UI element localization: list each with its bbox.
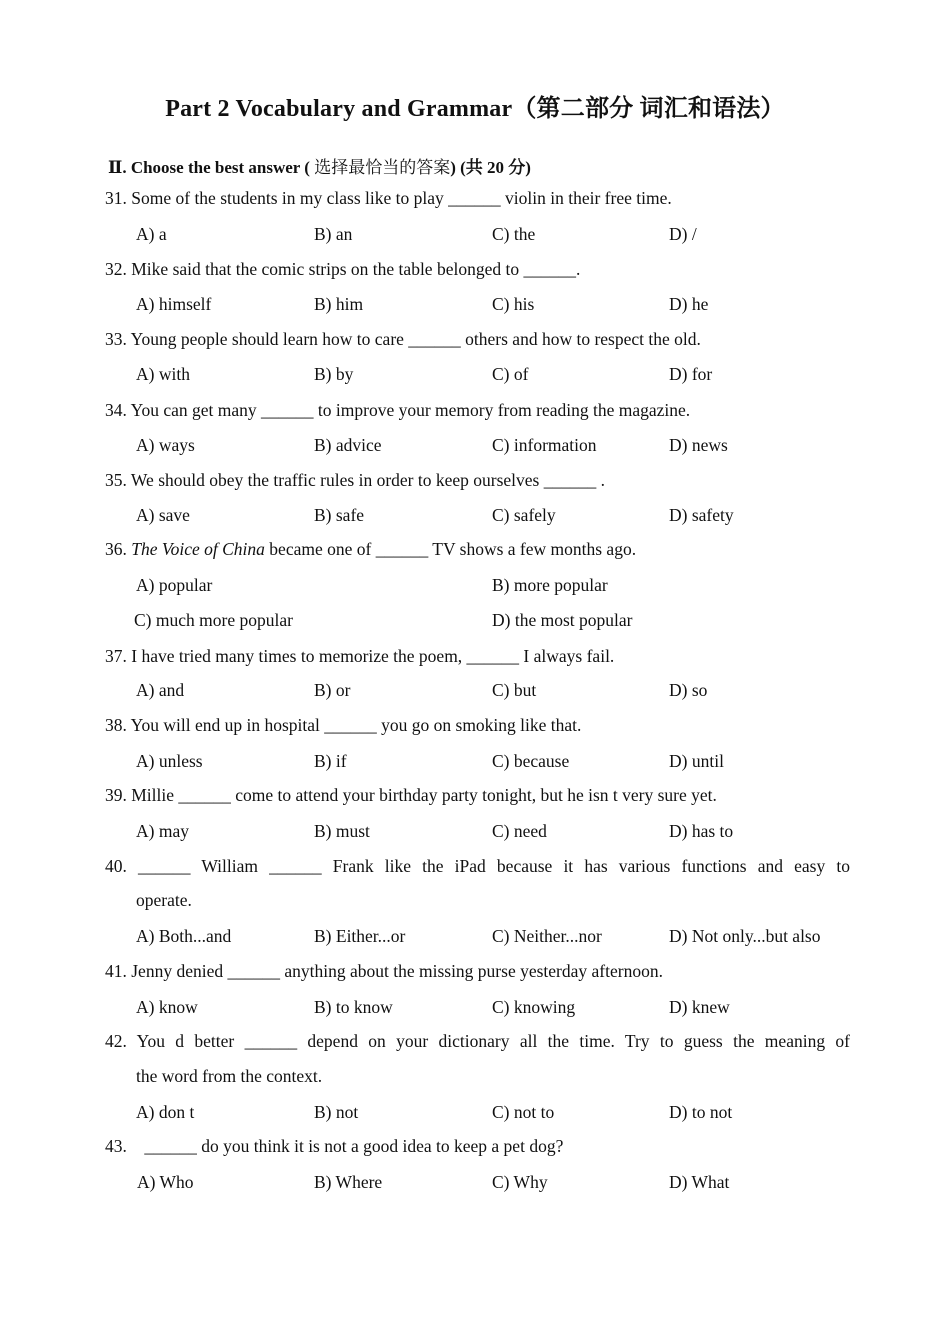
question-40 <box>105 849 850 884</box>
option-d[interactable]: D) safety <box>669 505 734 525</box>
question-text: Millie ______ come to attend your birthday party tonight, but he isn t very sure yet. <box>126 785 717 805</box>
section-heading <box>108 153 531 178</box>
option-c[interactable]: C) information <box>492 435 597 455</box>
option-a[interactable]: A) ways <box>136 435 195 455</box>
section-label: Choose the best answer ( <box>126 158 310 177</box>
question-number: 40. <box>105 856 127 876</box>
option-d[interactable]: D) What <box>669 1172 730 1192</box>
question-text: Jenny denied ______ anything about the missing purse yesterday afternoon. <box>126 961 663 981</box>
section-points: (共 20 分) <box>460 158 531 177</box>
option-a[interactable]: A) may <box>136 821 189 841</box>
show-title: The Voice of China <box>131 539 265 559</box>
question-text: Some of the students in my class like to play ______ violin in their free time. <box>126 188 672 208</box>
question-number: 31. <box>105 188 127 208</box>
question-text: ______ William ______ Frank like the iPad because it has various functions and easy to <box>126 856 850 876</box>
option-c[interactable]: C) knowing <box>492 997 576 1017</box>
question-34 <box>105 393 850 428</box>
question-32 <box>105 252 850 287</box>
option-a[interactable]: A) and <box>136 680 185 700</box>
section-label-close: ) <box>450 158 461 177</box>
option-c[interactable]: C) because <box>492 751 570 771</box>
option-b[interactable]: B) more popular <box>492 575 608 595</box>
option-d[interactable]: D) knew <box>669 997 730 1017</box>
question-text: You will end up in hospital ______ you go on smoking like that. <box>126 715 582 735</box>
option-d[interactable]: D) / <box>669 224 697 244</box>
question-text: You can get many ______ to improve your memory from reading the magazine. <box>126 400 691 420</box>
option-d[interactable]: D) news <box>669 435 728 455</box>
section-number: Ⅱ. <box>108 158 127 177</box>
question-number: 43. <box>105 1136 127 1156</box>
question-text: I have tried many times to memorize the poem, ______ I always fail. <box>126 646 615 666</box>
question-41 <box>105 954 850 989</box>
question-40-continued: operate. <box>136 890 192 910</box>
page-title: Part 2 Vocabulary and Grammar（第二部分 词汇和语法） <box>165 96 785 122</box>
option-c[interactable]: C) not to <box>492 1102 555 1122</box>
option-b[interactable]: B) him <box>314 294 364 314</box>
option-c[interactable]: C) Why <box>492 1172 548 1192</box>
option-b[interactable]: B) not <box>314 1102 359 1122</box>
question-43 <box>105 1129 850 1164</box>
question-42 <box>105 1024 850 1059</box>
option-a[interactable]: A) know <box>136 997 198 1017</box>
option-d[interactable]: D) Not only...but also <box>669 926 821 946</box>
question-text: ______ do you think it is not a good idea to keep a pet dog? <box>126 1136 564 1156</box>
option-a[interactable]: A) Who <box>137 1172 194 1192</box>
option-d[interactable]: D) for <box>669 364 713 384</box>
question-31 <box>105 181 850 216</box>
question-36 <box>105 532 850 567</box>
option-a[interactable]: A) unless <box>136 751 203 771</box>
option-d[interactable]: D) so <box>669 680 708 700</box>
option-b[interactable]: B) by <box>314 364 354 384</box>
question-number: 41. <box>105 961 127 981</box>
option-d[interactable]: D) until <box>669 751 724 771</box>
section-label-cn: 选择最恰当的答案 <box>309 158 451 177</box>
option-d[interactable]: D) he <box>669 294 709 314</box>
question-text: We should obey the traffic rules in order to keep ourselves ______ . <box>126 470 605 490</box>
option-c[interactable]: C) the <box>492 224 536 244</box>
option-d[interactable]: D) to not <box>669 1102 733 1122</box>
question-33 <box>105 322 850 357</box>
option-b[interactable]: B) Either...or <box>314 926 406 946</box>
question-number: 35. <box>105 470 127 490</box>
option-c[interactable]: C) but <box>492 680 537 700</box>
question-text: became one of ______ TV shows a few months ago. <box>264 539 637 559</box>
option-b[interactable]: B) Where <box>314 1172 383 1192</box>
question-number: 36. <box>105 539 127 559</box>
question-number: 39. <box>105 785 127 805</box>
question-37 <box>105 639 850 674</box>
option-d[interactable]: D) has to <box>669 821 734 841</box>
question-35 <box>105 463 850 498</box>
option-b[interactable]: B) safe <box>314 505 365 525</box>
option-c[interactable]: C) need <box>492 821 547 841</box>
option-a[interactable]: A) Both...and <box>136 926 232 946</box>
option-a[interactable]: A) with <box>136 364 190 384</box>
question-42-continued: the word from the context. <box>136 1066 323 1086</box>
option-d[interactable]: D) the most popular <box>492 610 633 630</box>
option-c[interactable]: C) of <box>492 364 529 384</box>
option-c[interactable]: C) much more popular <box>134 610 293 630</box>
question-number: 32. <box>105 259 127 279</box>
option-b[interactable]: B) an <box>314 224 353 244</box>
option-a[interactable]: A) don t <box>136 1102 195 1122</box>
question-text: Young people should learn how to care ______ others and how to respect the old. <box>126 329 701 349</box>
question-text: Mike said that the comic strips on the table belonged to ______. <box>126 259 581 279</box>
option-a[interactable]: A) a <box>136 224 167 244</box>
question-number: 37. <box>105 646 127 666</box>
question-39 <box>105 778 850 813</box>
question-38 <box>105 708 850 743</box>
option-b[interactable]: B) or <box>314 680 351 700</box>
option-b[interactable]: B) must <box>314 821 370 841</box>
option-c[interactable]: C) Neither...nor <box>492 926 602 946</box>
question-text: You d better ______ depend on your dictionary all the time. Try to guess the meaning of <box>126 1031 850 1051</box>
question-number: 42. <box>105 1031 127 1051</box>
option-b[interactable]: B) advice <box>314 435 382 455</box>
question-number: 34. <box>105 400 127 420</box>
question-number: 33. <box>105 329 127 349</box>
option-c[interactable]: C) his <box>492 294 535 314</box>
option-a[interactable]: A) popular <box>136 575 213 595</box>
option-b[interactable]: B) to know <box>314 997 393 1017</box>
question-number: 38. <box>105 715 127 735</box>
option-a[interactable]: A) himself <box>136 294 212 314</box>
option-b[interactable]: B) if <box>314 751 347 771</box>
option-a[interactable]: A) save <box>136 505 190 525</box>
option-c[interactable]: C) safely <box>492 505 556 525</box>
